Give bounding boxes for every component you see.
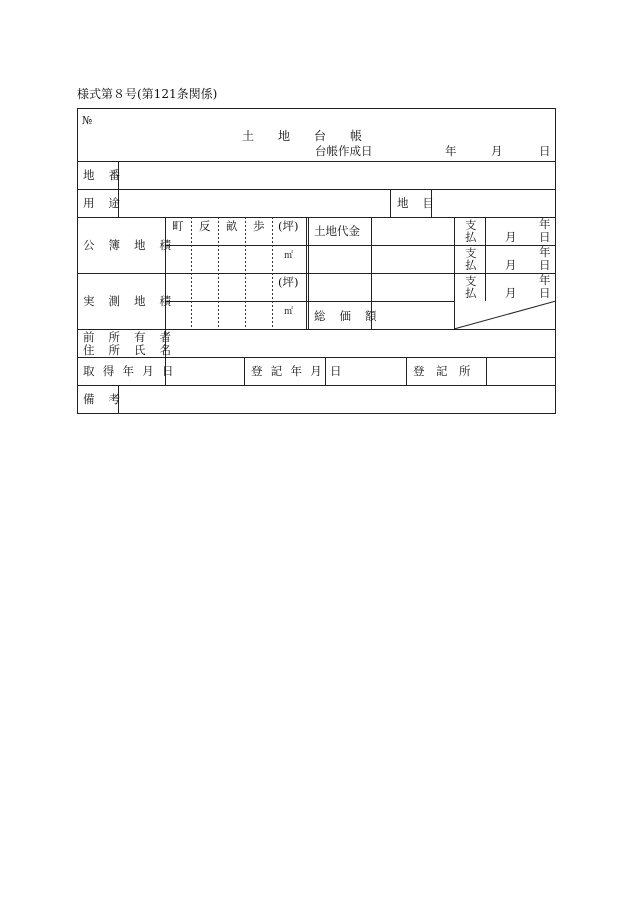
pay-label-2b: 払 xyxy=(465,258,477,272)
unit-sqm-2: ㎡ xyxy=(284,307,294,317)
pay-month-2: 月 xyxy=(505,258,517,272)
prev-owner-label-2: 住 所 氏 名 xyxy=(83,343,177,357)
unit-cho: 町 xyxy=(172,219,184,233)
pay-day-3: 日 xyxy=(539,286,551,300)
pay-year-1: 年 xyxy=(539,217,551,231)
use-label: 用 途 xyxy=(83,196,126,210)
form-caption: 様式第８号(第121条関係) xyxy=(77,87,218,101)
unit-tsubo-2: (坪) xyxy=(278,275,299,289)
official-area-label: 公 簿 地 積 xyxy=(83,238,177,252)
pay-label-2a: 支 xyxy=(465,246,477,260)
acquisition-date-label: 取 得 年 月 日 xyxy=(83,364,176,378)
number-label: № xyxy=(82,114,93,127)
created-month-label: 月 xyxy=(491,144,503,158)
registration-date-label: 登 記 年 月 日 xyxy=(251,364,344,378)
ledger-title: 土 地 台 帳 xyxy=(242,129,363,143)
pay-day-1: 日 xyxy=(539,230,551,244)
land-price-label: 土地代金 xyxy=(314,224,360,238)
unit-sqm: ㎡ xyxy=(284,251,294,261)
pay-label-1b: 払 xyxy=(465,230,477,244)
unit-se: 畝 xyxy=(226,219,238,233)
land-category-label: 地 目 xyxy=(397,196,440,210)
pay-month-3: 月 xyxy=(505,286,517,300)
created-day-label: 日 xyxy=(539,144,551,158)
remarks-label: 備 考 xyxy=(83,392,126,406)
registry-office-label: 登 記 所 xyxy=(413,364,471,378)
prev-owner-label-1: 前 所 有 者 xyxy=(83,330,177,344)
pay-day-2: 日 xyxy=(539,258,551,272)
total-value-label: 総 価 額 xyxy=(314,309,382,323)
land-ledger-table xyxy=(77,108,556,414)
created-date-label: 台帳作成日 xyxy=(315,144,373,158)
created-year-label: 年 xyxy=(445,144,457,158)
unit-bu: 歩 xyxy=(253,219,265,233)
lot-number-label: 地 番 xyxy=(83,168,126,182)
pay-month-1: 月 xyxy=(505,230,517,244)
pay-label-1a: 支 xyxy=(465,218,477,232)
measured-area-label: 実 測 地 積 xyxy=(83,294,177,308)
unit-tsubo: (坪) xyxy=(278,219,299,233)
pay-label-3a: 支 xyxy=(465,274,477,288)
pay-label-3b: 払 xyxy=(465,286,477,300)
unit-tan: 反 xyxy=(199,219,211,233)
pay-year-3: 年 xyxy=(539,273,551,287)
pay-year-2: 年 xyxy=(539,245,551,259)
